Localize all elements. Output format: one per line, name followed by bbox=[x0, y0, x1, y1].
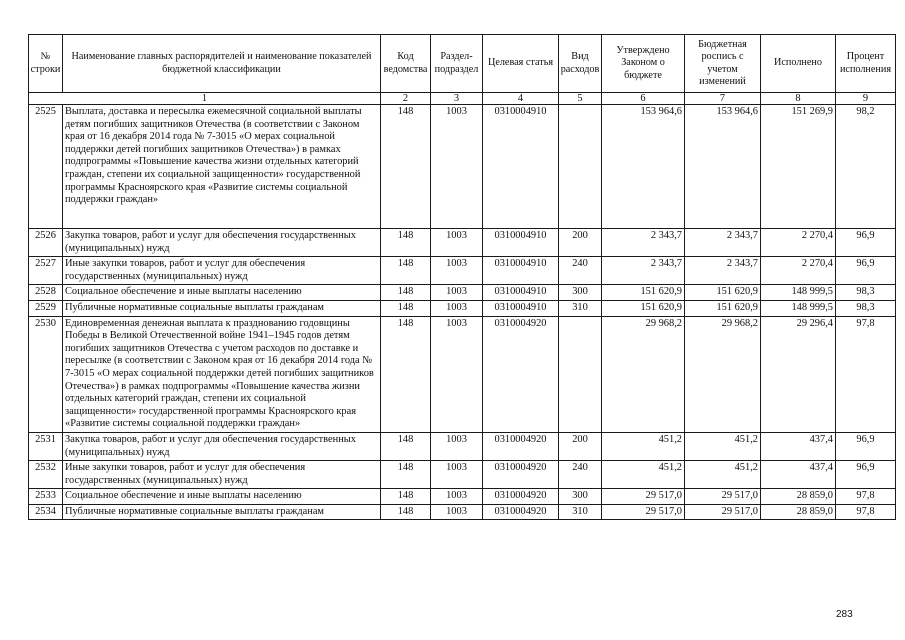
header-row-number: № строки bbox=[29, 35, 63, 93]
section-code: 1003 bbox=[431, 504, 483, 520]
budget-execution-table bbox=[28, 34, 896, 520]
table-row bbox=[29, 285, 896, 301]
table-row bbox=[29, 461, 896, 489]
execution-percent: 96,9 bbox=[836, 257, 896, 285]
section-code: 1003 bbox=[431, 229, 483, 257]
row-name: Закупка товаров, работ и услуг для обеспечения государственных (муниципальных) нужд bbox=[63, 432, 381, 460]
approved-amount: 29 517,0 bbox=[602, 504, 685, 520]
column-number: 4 bbox=[483, 93, 559, 105]
header-name: Наименование главных распорядителей и наименование показателей бюджетной классификации bbox=[63, 35, 381, 93]
executed-amount: 29 296,4 bbox=[761, 316, 836, 432]
section-code: 1003 bbox=[431, 257, 483, 285]
target-article: 0310004920 bbox=[483, 432, 559, 460]
header-section: Раздел-подраздел bbox=[431, 35, 483, 93]
execution-percent: 98,3 bbox=[836, 285, 896, 301]
budget-amount: 29 968,2 bbox=[685, 316, 761, 432]
budget-amount: 451,2 bbox=[685, 432, 761, 460]
budget-amount: 153 964,6 bbox=[685, 105, 761, 229]
section-code: 1003 bbox=[431, 285, 483, 301]
section-code: 1003 bbox=[431, 432, 483, 460]
target-article: 0310004910 bbox=[483, 257, 559, 285]
dept-code: 148 bbox=[381, 432, 431, 460]
table-row bbox=[29, 257, 896, 285]
column-number: 8 bbox=[761, 93, 836, 105]
section-code: 1003 bbox=[431, 316, 483, 432]
row-name: Социальное обеспечение и иные выплаты населению bbox=[63, 285, 381, 301]
header-budget-schedule: Бюджетная роспись с учетом изменений bbox=[685, 35, 761, 93]
row-name: Социальное обеспечение и иные выплаты населению bbox=[63, 489, 381, 505]
budget-amount: 29 517,0 bbox=[685, 504, 761, 520]
row-name: Публичные нормативные социальные выплаты гражданам bbox=[63, 504, 381, 520]
execution-percent: 96,9 bbox=[836, 461, 896, 489]
row-number: 2531 bbox=[29, 432, 63, 460]
section-code: 1003 bbox=[431, 489, 483, 505]
executed-amount: 437,4 bbox=[761, 432, 836, 460]
expense-type: 310 bbox=[559, 300, 602, 316]
target-article: 0310004910 bbox=[483, 285, 559, 301]
target-article: 0310004920 bbox=[483, 504, 559, 520]
execution-percent: 96,9 bbox=[836, 432, 896, 460]
dept-code: 148 bbox=[381, 257, 431, 285]
dept-code: 148 bbox=[381, 285, 431, 301]
approved-amount: 451,2 bbox=[602, 461, 685, 489]
approved-amount: 151 620,9 bbox=[602, 285, 685, 301]
column-number: 6 bbox=[602, 93, 685, 105]
row-number: 2528 bbox=[29, 285, 63, 301]
approved-amount: 29 968,2 bbox=[602, 316, 685, 432]
execution-percent: 97,8 bbox=[836, 316, 896, 432]
dept-code: 148 bbox=[381, 105, 431, 229]
page-number: 283 bbox=[836, 609, 853, 620]
dept-code: 148 bbox=[381, 504, 431, 520]
row-name: Выплата, доставка и пересылка ежемесячной социальной выплаты детям погибших защитников Отечества (в соответствии с Законом края от 16 декабря 2014 года № 7-3015 «О мерах социальной поддержки детей погибших защитников Отечества») в рамках подпрограммы «Повышение качества жизни отдельных категорий граждан, степени их социальной защищенности» государственной программы Красноярского края «Развитие системы социальной поддержки граждан» bbox=[63, 105, 381, 229]
approved-amount: 2 343,7 bbox=[602, 229, 685, 257]
approved-amount: 29 517,0 bbox=[602, 489, 685, 505]
executed-amount: 28 859,0 bbox=[761, 504, 836, 520]
approved-amount: 153 964,6 bbox=[602, 105, 685, 229]
execution-percent: 98,3 bbox=[836, 300, 896, 316]
header-executed: Исполнено bbox=[761, 35, 836, 93]
column-number-row bbox=[29, 93, 896, 105]
budget-amount: 2 343,7 bbox=[685, 229, 761, 257]
expense-type: 300 bbox=[559, 489, 602, 505]
executed-amount: 151 269,9 bbox=[761, 105, 836, 229]
header-target-article: Целевая статья bbox=[483, 35, 559, 93]
executed-amount: 2 270,4 bbox=[761, 229, 836, 257]
section-code: 1003 bbox=[431, 300, 483, 316]
header-dept-code: Код ведомства bbox=[381, 35, 431, 93]
row-name: Публичные нормативные социальные выплаты гражданам bbox=[63, 300, 381, 316]
table-row bbox=[29, 504, 896, 520]
row-number: 2534 bbox=[29, 504, 63, 520]
execution-percent: 97,8 bbox=[836, 504, 896, 520]
table-row bbox=[29, 229, 896, 257]
header-percent: Процент исполнения bbox=[836, 35, 896, 93]
execution-percent: 96,9 bbox=[836, 229, 896, 257]
table-row bbox=[29, 489, 896, 505]
header-expense-type: Вид расходов bbox=[559, 35, 602, 93]
dept-code: 148 bbox=[381, 300, 431, 316]
target-article: 0310004920 bbox=[483, 316, 559, 432]
row-name: Единовременная денежная выплата к празднованию годовщины Победы в Великой Отечественной войне 1941–1945 годов детям погибших защитников Отечества с учетом расходов по доставке и пересылке (в соответствии с Законом края от 16 декабря 2014 года № 7-3015 «О мерах социальной поддержки детей погибших защитников Отечества») в рамках подпрограммы «Повышение качества жизни отдельных категорий граждан, степени их социальной защищенности» государственной программы Красноярского края «Развитие системы социальной поддержки граждан» bbox=[63, 316, 381, 432]
row-number: 2525 bbox=[29, 105, 63, 229]
budget-amount: 151 620,9 bbox=[685, 285, 761, 301]
target-article: 0310004920 bbox=[483, 489, 559, 505]
header-approved: Утверждено Законом о бюджете bbox=[602, 35, 685, 93]
row-number: 2526 bbox=[29, 229, 63, 257]
expense-type: 300 bbox=[559, 285, 602, 301]
budget-amount: 451,2 bbox=[685, 461, 761, 489]
column-number: 9 bbox=[836, 93, 896, 105]
table-row bbox=[29, 105, 896, 229]
dept-code: 148 bbox=[381, 489, 431, 505]
execution-percent: 98,2 bbox=[836, 105, 896, 229]
target-article: 0310004910 bbox=[483, 229, 559, 257]
executed-amount: 2 270,4 bbox=[761, 257, 836, 285]
expense-type bbox=[559, 105, 602, 229]
expense-type: 310 bbox=[559, 504, 602, 520]
row-number: 2530 bbox=[29, 316, 63, 432]
column-number: 7 bbox=[685, 93, 761, 105]
expense-type: 200 bbox=[559, 432, 602, 460]
expense-type: 200 bbox=[559, 229, 602, 257]
target-article: 0310004920 bbox=[483, 461, 559, 489]
table-row bbox=[29, 300, 896, 316]
row-name: Иные закупки товаров, работ и услуг для обеспечения государственных (муниципальных) нужд bbox=[63, 257, 381, 285]
dept-code: 148 bbox=[381, 229, 431, 257]
budget-amount: 2 343,7 bbox=[685, 257, 761, 285]
row-number: 2529 bbox=[29, 300, 63, 316]
section-code: 1003 bbox=[431, 461, 483, 489]
column-number: 5 bbox=[559, 93, 602, 105]
expense-type bbox=[559, 316, 602, 432]
column-number: 3 bbox=[431, 93, 483, 105]
dept-code: 148 bbox=[381, 316, 431, 432]
approved-amount: 151 620,9 bbox=[602, 300, 685, 316]
table-row bbox=[29, 316, 896, 432]
target-article: 0310004910 bbox=[483, 300, 559, 316]
column-number: 2 bbox=[381, 93, 431, 105]
budget-amount: 151 620,9 bbox=[685, 300, 761, 316]
approved-amount: 451,2 bbox=[602, 432, 685, 460]
header-row bbox=[29, 35, 896, 93]
row-number: 2532 bbox=[29, 461, 63, 489]
expense-type: 240 bbox=[559, 257, 602, 285]
section-code: 1003 bbox=[431, 105, 483, 229]
target-article: 0310004910 bbox=[483, 105, 559, 229]
dept-code: 148 bbox=[381, 461, 431, 489]
row-name: Закупка товаров, работ и услуг для обеспечения государственных (муниципальных) нужд bbox=[63, 229, 381, 257]
executed-amount: 28 859,0 bbox=[761, 489, 836, 505]
executed-amount: 148 999,5 bbox=[761, 285, 836, 301]
row-number: 2527 bbox=[29, 257, 63, 285]
row-number: 2533 bbox=[29, 489, 63, 505]
expense-type: 240 bbox=[559, 461, 602, 489]
executed-amount: 437,4 bbox=[761, 461, 836, 489]
executed-amount: 148 999,5 bbox=[761, 300, 836, 316]
table-row bbox=[29, 432, 896, 460]
row-name: Иные закупки товаров, работ и услуг для обеспечения государственных (муниципальных) нужд bbox=[63, 461, 381, 489]
execution-percent: 97,8 bbox=[836, 489, 896, 505]
budget-amount: 29 517,0 bbox=[685, 489, 761, 505]
column-number: 1 bbox=[29, 93, 381, 105]
approved-amount: 2 343,7 bbox=[602, 257, 685, 285]
